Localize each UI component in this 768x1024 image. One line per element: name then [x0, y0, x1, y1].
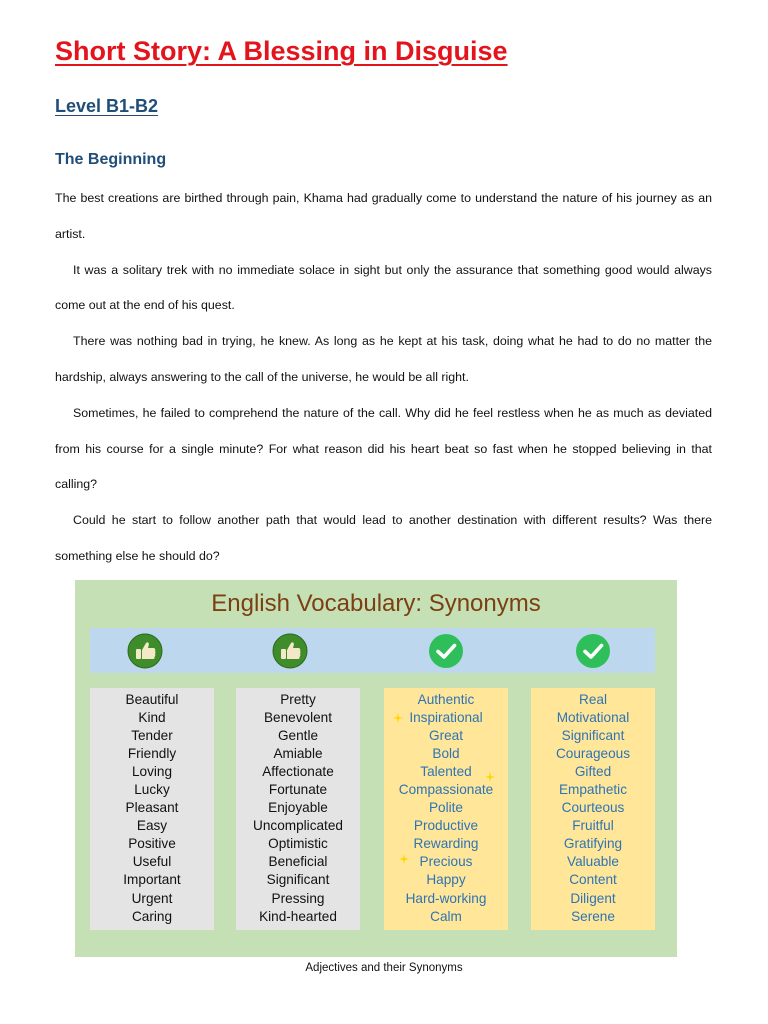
word: Happy	[426, 872, 466, 888]
word: Caring	[131, 908, 173, 924]
adjectives-column-2	[384, 688, 508, 930]
story-paragraph-1: The best creations are birthed through pain, Khama had gradually come to understand the nature of his journey as an artist.	[55, 191, 712, 241]
word: Real	[579, 692, 607, 707]
checkmark-icon	[575, 633, 611, 669]
word: Urgent	[131, 890, 173, 906]
vocabulary-title: English Vocabulary: Synonyms	[211, 590, 541, 617]
word: Lucky	[134, 782, 170, 798]
word: Pretty	[280, 692, 316, 707]
word: Important	[123, 872, 181, 888]
story-text	[55, 181, 712, 575]
level-heading: Level B1-B2	[55, 96, 159, 116]
word: Great	[429, 728, 463, 744]
word: Gifted	[574, 764, 612, 780]
word: Motivational	[556, 710, 630, 726]
word: Fortunate	[268, 782, 328, 798]
word: Courageous	[555, 746, 631, 762]
word: Positive	[128, 836, 176, 852]
thumbs-up-icon	[127, 633, 163, 669]
word: Courteous	[561, 800, 625, 816]
word: Affectionate	[262, 764, 334, 780]
checkmark-icon	[428, 633, 464, 669]
word: Empathetic	[558, 782, 627, 798]
story-paragraph-4: Sometimes, he failed to comprehend the nature of the call. Why did he feel restless when he as much as deviated from his course for a single minute? For what reason did his heart beat so fast when he stopped believing in that calling?	[55, 405, 712, 492]
word: Content	[569, 872, 617, 888]
word: Kind	[138, 710, 166, 726]
synonyms-column-1	[236, 688, 360, 930]
word: Authentic	[417, 692, 475, 707]
word: Precious	[419, 854, 473, 870]
word: Significant	[561, 728, 625, 744]
word: Amiable	[273, 746, 323, 762]
figure-caption: Adjectives and their Synonyms	[305, 962, 463, 974]
word: Calm	[430, 908, 462, 924]
word: Polite	[428, 800, 463, 816]
word: Beneficial	[268, 854, 328, 870]
word: Enjoyable	[268, 800, 328, 816]
word: Compassionate	[398, 782, 494, 798]
word: Pressing	[271, 890, 325, 906]
word: Gratifying	[563, 836, 623, 852]
word: Hard-working	[405, 890, 487, 906]
word: Inspirational	[409, 710, 483, 726]
page-title: Short Story: A Blessing in Disguise	[55, 36, 508, 66]
adjectives-column-1	[90, 688, 214, 930]
story-paragraph-2: It was a solitary trek with no immediate solace in sight but only the assurance that something good would always come out at the end of his quest.	[55, 262, 712, 313]
word: Uncomplicated	[253, 818, 343, 834]
word: Friendly	[127, 746, 177, 762]
section-heading: The Beginning	[55, 151, 167, 168]
word: Easy	[136, 818, 168, 834]
vocabulary-infographic	[75, 580, 677, 957]
word: Benevolent	[263, 710, 333, 726]
word: Productive	[413, 818, 479, 834]
word: Kind-hearted	[259, 908, 337, 924]
story-paragraph-5: Could he start to follow another path that would lead to another destination with different results? Was there something else he should do?	[55, 513, 712, 563]
word: Bold	[432, 746, 460, 762]
word: Tender	[131, 728, 173, 744]
word: Pleasant	[125, 800, 179, 816]
word: Gentle	[277, 728, 319, 744]
sparkle-icon	[485, 772, 495, 782]
word: Optimistic	[268, 836, 328, 852]
word: Valuable	[567, 854, 619, 870]
word: Significant	[266, 872, 330, 888]
word: Loving	[131, 764, 173, 780]
word: Useful	[132, 854, 172, 870]
word: Beautiful	[125, 692, 179, 707]
story-paragraph-3: There was nothing bad in trying, he knew. As long as he kept at his task, doing what he had to do no matter the hardship, always answering to the call of the universe, he would be all right.	[55, 334, 712, 384]
word: Talented	[420, 764, 472, 780]
icon-band	[90, 628, 655, 673]
sparkle-icon	[393, 713, 403, 723]
sparkle-icon	[399, 854, 409, 864]
word: Serene	[571, 908, 615, 924]
word: Rewarding	[413, 836, 479, 852]
word: Fruitful	[572, 818, 614, 834]
thumbs-up-icon	[272, 633, 308, 669]
synonyms-column-2	[531, 688, 655, 930]
word: Diligent	[570, 890, 616, 906]
